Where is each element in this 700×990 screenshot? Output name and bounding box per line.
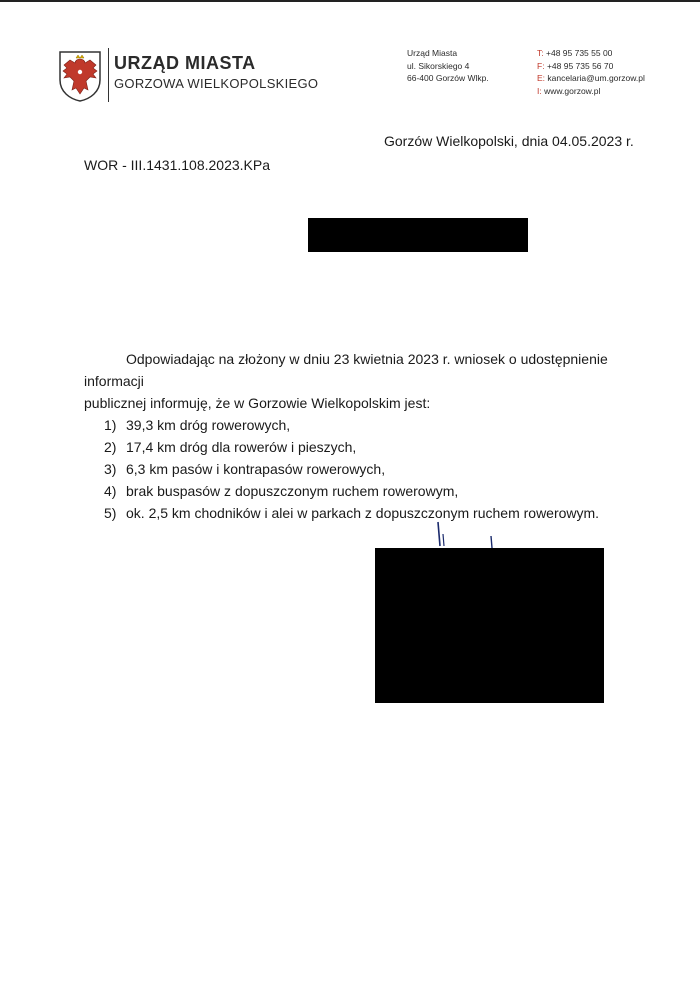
header-divider bbox=[108, 48, 109, 102]
contact-label: I: bbox=[537, 85, 542, 96]
intro-line: Odpowiadając na złożony w dniu 23 kwietnia 2023 r. wniosek o udostępnienie informacji bbox=[84, 351, 608, 389]
contact-value: +48 95 735 55 00 bbox=[546, 48, 613, 58]
list-item-text: ok. 2,5 km chodników i alei w parkach z dopuszczonym ruchem rowerowym. bbox=[126, 505, 600, 521]
list-item bbox=[84, 480, 644, 502]
contact-label: E: bbox=[537, 73, 546, 83]
list-item-text: 17,4 km dróg dla rowerów i pieszych, bbox=[126, 439, 357, 455]
list-item-number: 1) bbox=[104, 417, 117, 433]
org-city: GORZOWA WIELKOPOLSKIEGO bbox=[114, 76, 319, 91]
reference-number: WOR - III.1431.108.2023.KPa bbox=[84, 157, 270, 173]
list-item-text: 39,3 km dróg rowerowych, bbox=[126, 417, 291, 433]
contact-value: www.gorzow.pl bbox=[544, 85, 601, 96]
list-item-number: 4) bbox=[104, 483, 117, 499]
address-line: 66-400 Gorzów Wlkp. bbox=[407, 73, 489, 83]
top-rule bbox=[0, 0, 700, 2]
contact-email bbox=[537, 72, 645, 85]
list-item-number: 3) bbox=[104, 461, 117, 477]
address-line: ul. Sikorskiego 4 bbox=[407, 60, 470, 71]
list-item-number: 5) bbox=[104, 505, 117, 521]
contact-block bbox=[537, 47, 645, 97]
letter-body bbox=[84, 348, 644, 524]
eagle-coat-of-arms-icon bbox=[58, 50, 102, 102]
intro-paragraph bbox=[84, 348, 644, 414]
list-item-number: 2) bbox=[104, 439, 117, 455]
list-item-text: brak buspasów z dopuszczonym ruchem rowerowym, bbox=[126, 483, 459, 499]
list-item bbox=[84, 436, 644, 458]
signature-strokes bbox=[430, 520, 500, 550]
list-item bbox=[84, 458, 644, 480]
contact-website bbox=[537, 85, 645, 98]
intro-line: publicznej informuję, że w Gorzowie Wielkopolskim jest: bbox=[84, 395, 431, 411]
list-item-text: 6,3 km pasów i kontrapasów rowerowych, bbox=[126, 461, 386, 477]
contact-value: +48 95 735 56 70 bbox=[546, 60, 614, 71]
contact-label: F: bbox=[537, 60, 545, 71]
contact-label: T: bbox=[537, 48, 544, 58]
contact-value: kancelaria@um.gorzow.pl bbox=[547, 73, 645, 83]
org-name: URZĄD MIASTA bbox=[114, 53, 256, 73]
contact-fax bbox=[537, 60, 645, 73]
redacted-recipient bbox=[308, 218, 528, 252]
list-item bbox=[84, 414, 644, 436]
redacted-signature bbox=[375, 548, 604, 703]
address-line: Urząd Miasta bbox=[407, 48, 458, 58]
place-date: Gorzów Wielkopolski, dnia 04.05.2023 r. bbox=[384, 133, 634, 149]
contact-phone bbox=[537, 47, 645, 60]
list-item bbox=[84, 502, 644, 524]
address-block bbox=[407, 47, 489, 85]
facts-list bbox=[84, 414, 644, 524]
